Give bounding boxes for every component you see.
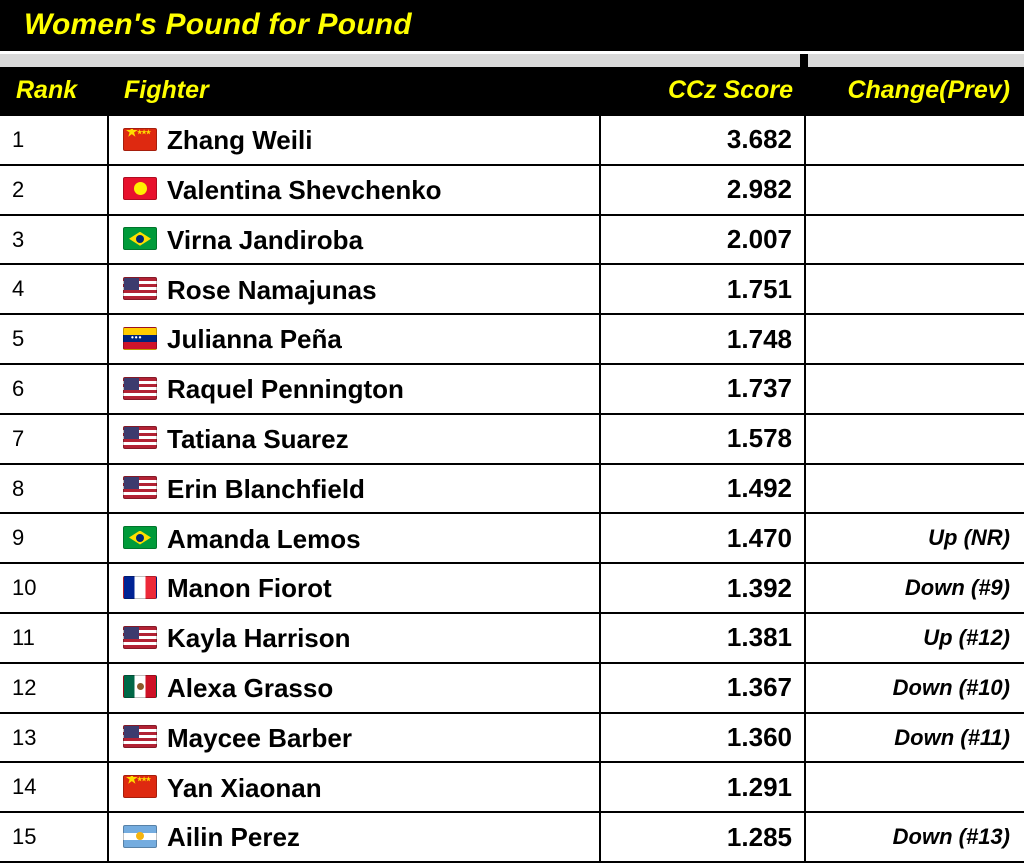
change-cell	[805, 364, 1024, 414]
fighter-name: Raquel Pennington	[167, 374, 404, 405]
fighter-name: Ailin Perez	[167, 822, 300, 853]
rank-cell: 4	[0, 264, 108, 314]
table-row	[0, 663, 1024, 713]
page-title: Women's Pound for Pound	[24, 8, 412, 42]
score-cell: 1.737	[600, 364, 805, 414]
table-row	[0, 613, 1024, 663]
table-row	[0, 264, 1024, 314]
fighter-name: Alexa Grasso	[167, 673, 334, 704]
spacer-divider	[800, 54, 808, 67]
column-header-change: Change(Prev)	[805, 67, 1024, 115]
change-cell	[805, 762, 1024, 812]
fighter-name: Julianna Peña	[167, 324, 342, 355]
score-cell: 1.285	[600, 812, 805, 862]
change-cell: Down (#13)	[805, 812, 1024, 862]
change-cell: Down (#10)	[805, 663, 1024, 713]
rankings-table	[0, 67, 1024, 863]
spacer-row	[0, 54, 1024, 67]
score-cell: 1.578	[600, 414, 805, 464]
change-cell	[805, 414, 1024, 464]
fighter-cell	[108, 115, 600, 165]
fighter-cell	[108, 563, 600, 613]
score-cell: 1.381	[600, 613, 805, 663]
usa-flag-icon	[123, 626, 157, 649]
fighter-cell	[108, 812, 600, 862]
fighter-cell	[108, 713, 600, 763]
change-cell	[805, 115, 1024, 165]
score-cell: 1.748	[600, 314, 805, 364]
rank-cell: 12	[0, 663, 108, 713]
rank-cell: 6	[0, 364, 108, 414]
score-cell: 1.492	[600, 464, 805, 514]
header-row	[0, 67, 1024, 115]
fighter-cell	[108, 314, 600, 364]
score-cell: 1.392	[600, 563, 805, 613]
table-row	[0, 364, 1024, 414]
score-cell: 3.682	[600, 115, 805, 165]
argentina-flag-icon	[123, 825, 157, 848]
spacer-left	[0, 54, 800, 67]
table-row	[0, 762, 1024, 812]
fighter-cell	[108, 613, 600, 663]
fighter-cell	[108, 762, 600, 812]
fighter-cell	[108, 165, 600, 215]
score-cell: 2.007	[600, 215, 805, 265]
rank-cell: 5	[0, 314, 108, 364]
usa-flag-icon	[123, 377, 157, 400]
usa-flag-icon	[123, 277, 157, 300]
rank-cell: 11	[0, 613, 108, 663]
fighter-cell	[108, 513, 600, 563]
usa-flag-icon	[123, 426, 157, 449]
score-cell: 1.291	[600, 762, 805, 812]
change-cell	[805, 314, 1024, 364]
fighter-name: Maycee Barber	[167, 722, 352, 753]
fighter-cell	[108, 364, 600, 414]
title-bar	[0, 0, 1024, 54]
score-cell: 1.367	[600, 663, 805, 713]
france-flag-icon	[123, 576, 157, 599]
rank-cell: 3	[0, 215, 108, 265]
score-cell: 2.982	[600, 165, 805, 215]
fighter-name: Amanda Lemos	[167, 523, 361, 554]
column-header-rank: Rank	[0, 67, 108, 115]
change-cell	[805, 464, 1024, 514]
fighter-name: Kayla Harrison	[167, 623, 351, 654]
rank-cell: 9	[0, 513, 108, 563]
change-cell: Down (#9)	[805, 563, 1024, 613]
table-row	[0, 513, 1024, 563]
table-row	[0, 812, 1024, 862]
rank-cell: 10	[0, 563, 108, 613]
change-cell: Up (NR)	[805, 513, 1024, 563]
table-row	[0, 563, 1024, 613]
fighter-cell	[108, 264, 600, 314]
score-cell: 1.360	[600, 713, 805, 763]
fighter-cell	[108, 215, 600, 265]
fighter-name: Virna Jandiroba	[167, 224, 364, 255]
rank-cell: 15	[0, 812, 108, 862]
change-cell	[805, 215, 1024, 265]
table-row	[0, 215, 1024, 265]
fighter-name: Erin Blanchfield	[167, 473, 365, 504]
table-row	[0, 165, 1024, 215]
fighter-name: Manon Fiorot	[167, 573, 332, 604]
rank-cell: 7	[0, 414, 108, 464]
spacer-right	[808, 54, 1024, 67]
score-cell: 1.751	[600, 264, 805, 314]
rank-cell: 13	[0, 713, 108, 763]
brazil-flag-icon	[123, 227, 157, 250]
change-cell: Down (#11)	[805, 713, 1024, 763]
brazil-flag-icon	[123, 526, 157, 549]
usa-flag-icon	[123, 725, 157, 748]
fighter-name: Zhang Weili	[167, 125, 313, 156]
table-row	[0, 464, 1024, 514]
fighter-cell	[108, 414, 600, 464]
table-row	[0, 115, 1024, 165]
fighter-name: Rose Namajunas	[167, 274, 377, 305]
fighter-cell	[108, 464, 600, 514]
table-body	[0, 115, 1024, 862]
table-row	[0, 414, 1024, 464]
mexico-flag-icon	[123, 675, 157, 698]
change-cell	[805, 165, 1024, 215]
fighter-name: Yan Xiaonan	[167, 772, 322, 803]
fighter-name: Valentina Shevchenko	[167, 175, 442, 206]
rank-cell: 14	[0, 762, 108, 812]
column-header-score: CCz Score	[600, 67, 805, 115]
china-flag-icon	[123, 775, 157, 798]
fighter-cell	[108, 663, 600, 713]
fighter-name: Tatiana Suarez	[167, 424, 349, 455]
kyrgyzstan-flag-icon	[123, 177, 157, 200]
rank-cell: 2	[0, 165, 108, 215]
rank-cell: 8	[0, 464, 108, 514]
change-cell	[805, 264, 1024, 314]
venezuela-flag-icon	[123, 327, 157, 350]
table-row	[0, 314, 1024, 364]
usa-flag-icon	[123, 476, 157, 499]
rank-cell: 1	[0, 115, 108, 165]
table-header	[0, 67, 1024, 115]
table-row	[0, 713, 1024, 763]
change-cell: Up (#12)	[805, 613, 1024, 663]
column-header-fighter: Fighter	[108, 67, 600, 115]
score-cell: 1.470	[600, 513, 805, 563]
china-flag-icon	[123, 128, 157, 151]
